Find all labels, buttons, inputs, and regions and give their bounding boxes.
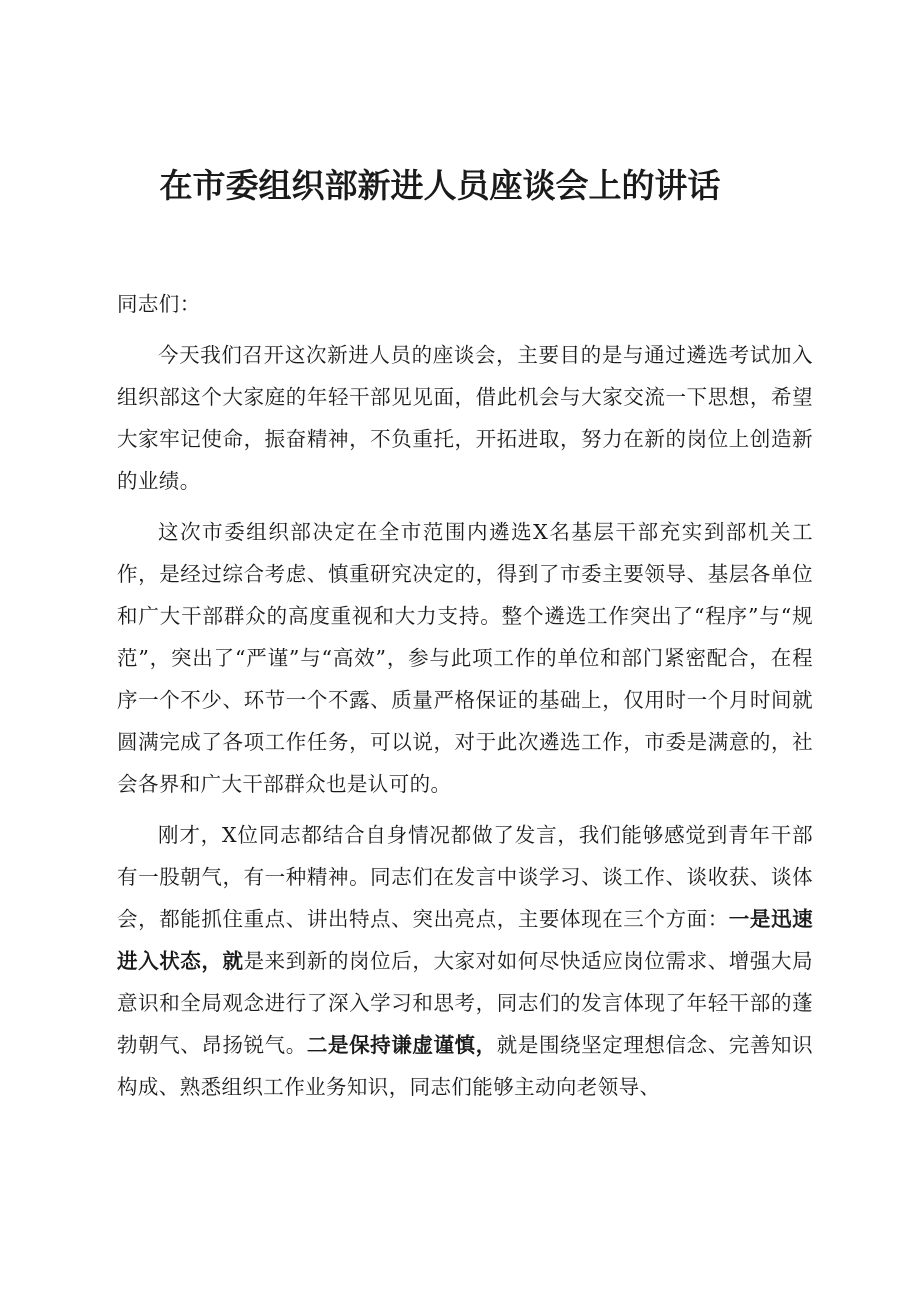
salutation: 同志们： <box>117 292 201 316</box>
paragraph-1: 今天我们召开这次新进人员的座谈会，主要目的是与通过遴选考试加入组织部这个大家庭的年轻干部见见面，借此机会与大家交流一下思想，希望大家牢记使命，振奋精神，不负重托，开拓进取，努力在新的岗位上创造新的业绩。 <box>117 343 813 493</box>
point-1-heading: 一是迅速进入状态，就 <box>117 907 813 973</box>
point-2-text: 就是围绕坚定理想信念、完善知识构成、熟悉组织工作业务知识，同志们能够主动向老领导、 <box>117 1033 813 1099</box>
document-body <box>117 283 813 1117</box>
paragraph-3-intro: 刚才，X位同志都结合自身情况都做了发言，我们能够感觉到青年干部有一股朝气，有一种精神。同志们在发言中谈学习、谈工作、谈收获、谈体会，都能抓住重点、讲出特点、突出亮点，主要体现在三个方面： <box>117 823 813 931</box>
paragraph-2: 这次市委组织部决定在全市范围内遴选X名基层干部充实到部机关工作，是经过综合考虑、慎重研究决定的，得到了市委主要领导、基层各单位和广大干部群众的高度重视和大力支持。整个遴选工作突出了“程序”与“规范”，突出了“严谨”与“高效”，参与此项工作的单位和部门紧密配合，在程序一个不少、环节一个不露、质量严格保证的基础上，仅用时一个月时间就圆满完成了各项工作任务，可以说，对于此次遴选工作，市委是满意的，社会各界和广大干部群众也是认可的。 <box>117 520 813 796</box>
paragraph-3 <box>117 814 813 1108</box>
point-2-heading: 二是保持谦虚谨慎， <box>306 1033 497 1057</box>
point-1-text: 是来到新的岗位后，大家对如何尽快适应岗位需求、增强大局意识和全局观念进行了深入学习和思考，同志们的发言体现了年轻干部的蓬勃朝气、昂扬锐气。 <box>117 949 813 1057</box>
document-title: 在市委组织部新进人员座谈会上的讲话 <box>159 166 721 205</box>
